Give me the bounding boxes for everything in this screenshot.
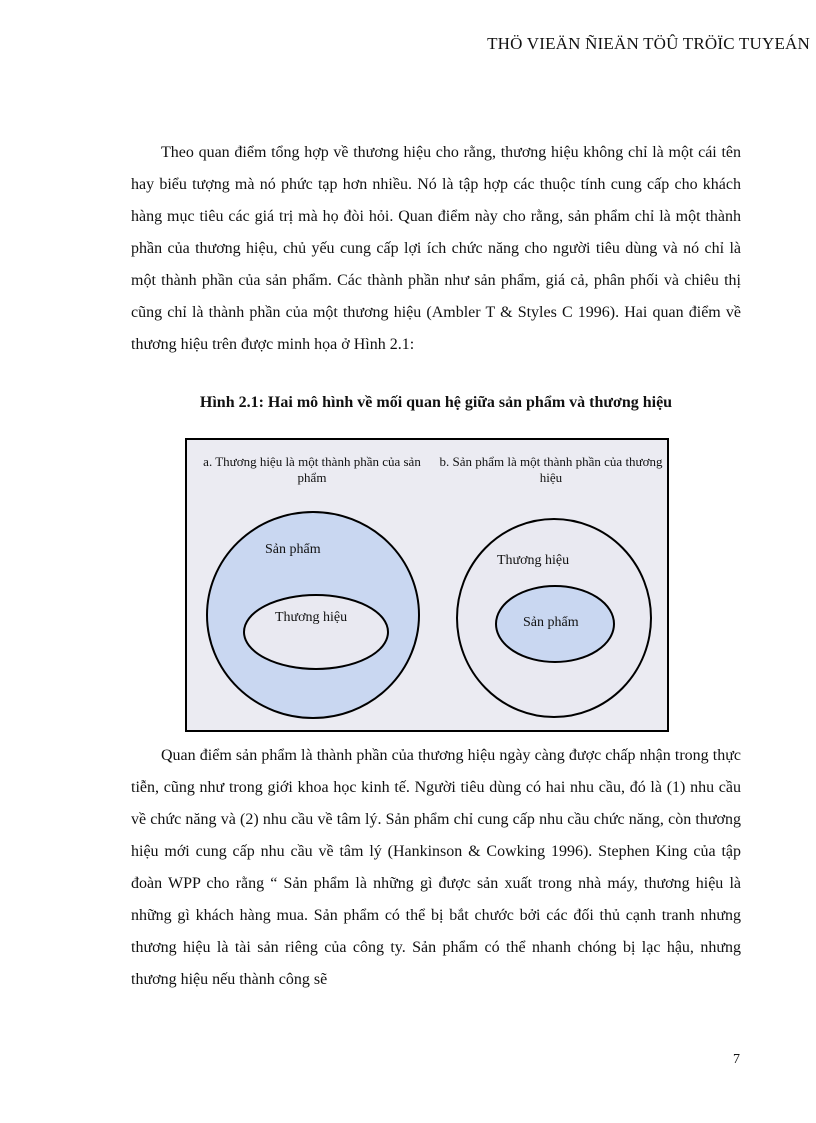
model-a-label: a. Thương hiệu là một thành phần của sản phẩm [203,454,421,485]
model-a-inner-ellipse [244,595,388,669]
figure-diagram [185,438,669,732]
page-header: THÖ VIEÄN ÑIEÄN TÖÛ TRÖÏC TUYEÁN [487,34,810,53]
paragraph-product-vs-brand [131,740,741,996]
model-b-label: b. Sản phẩm là một thành phần của thương hiệu [439,454,663,485]
figure-caption: Hình 2.1: Hai mô hình về mối quan hệ giữa sản phẩm và thương hiệu [199,394,673,411]
paragraph-2-text: Quan điểm sản phẩm là thành phần của thương hiệu ngày càng được chấp nhận trong thực tiễn, cũng như trong giới khoa học kinh tế. Người tiêu dùng có hai nhu cầu, đó là (1) nhu cầu về chức năng và (2) nhu cầu về tâm lý. Sản phẩm chỉ cung cấp nhu cầu chức năng, còn thương hiệu mới cung cấp nhu cầu về tâm lý (Hankinson & Cowking 1996). Stephen King của tập đoàn WPP cho rằng “ Sản phẩm là những gì được sản xuất trong nhà máy, thương hiệu là những gì khách hàng mua. Sản phẩm có thể bị bắt chước bởi các đối thủ cạnh tranh nhưng thương hiệu là tài sản riêng của công ty. Sản phẩm có thể nhanh chóng bị lạc hậu, nhưng thương hiệu nếu thành công sẽ [131,747,741,988]
page-number: 7 [733,1052,740,1067]
model-b-inner-text: Sản phẩm [523,615,579,630]
model-a-outer-text: Sản phẩm [265,542,321,557]
model-b-outer-text: Thương hiệu [497,553,570,568]
paragraph-brand-concept [131,137,741,361]
paragraph-1-text: Theo quan điểm tổng hợp về thương hiệu cho rằng, thương hiệu không chỉ là một cái tên hay biểu tượng mà nó phức tạp hơn nhiều. Nó là tập hợp các thuộc tính cung cấp cho khách hàng mục tiêu các giá trị mà họ đòi hỏi. Quan điểm này cho rằng, sản phẩm chỉ là một thành phần của thương hiệu, chủ yếu cung cấp lợi ích chức năng cho người tiêu dùng và nó chỉ là một thành phần của sản phẩm. Các thành phần như sản phẩm, giá cả, phân phối và chiêu thị cũng chỉ là thành phần của một thương hiệu (Ambler T & Styles C 1996). Hai quan điểm về thương hiệu trên được minh họa ở Hình 2.1: [131,144,741,353]
model-a-inner-text: Thương hiệu [275,610,348,625]
